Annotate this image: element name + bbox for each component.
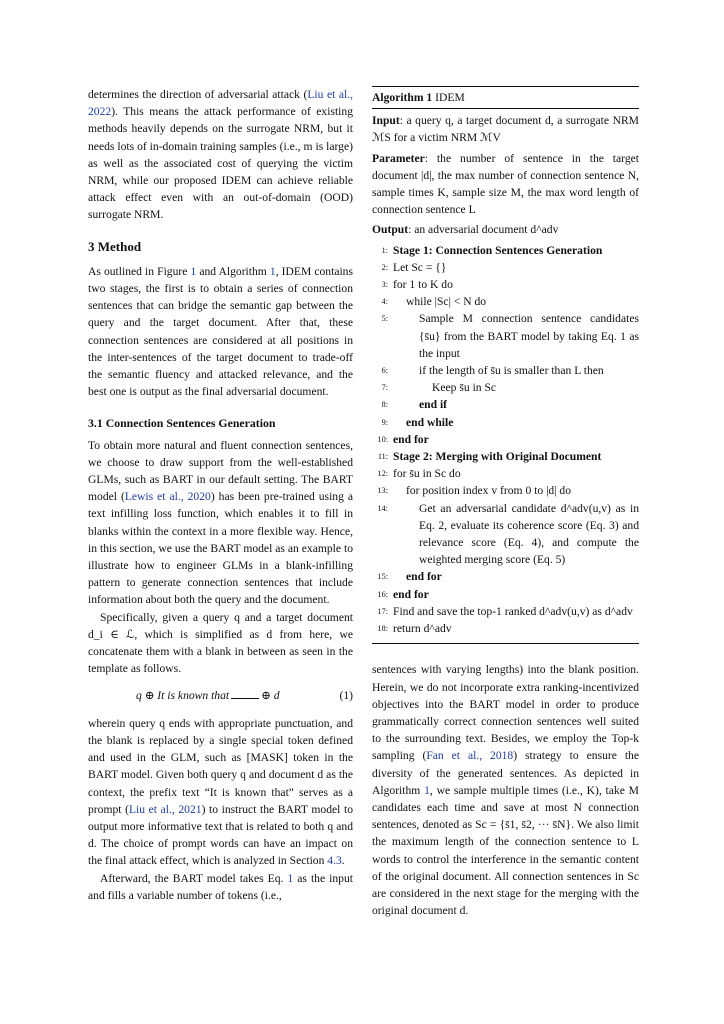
equation-left: q ⊕ It is known that: [136, 688, 230, 702]
line-text: end for: [393, 432, 429, 446]
input-text: : a query q, a target document d, a surrogate NRM ℳS for a victim NRM ℳV: [372, 114, 639, 145]
equation-1: [88, 687, 353, 704]
line-number: 4:: [381, 297, 388, 307]
parameter-label: Parameter: [372, 151, 425, 165]
output-label: Output: [372, 223, 409, 237]
algorithm-line: [372, 259, 639, 276]
algorithm-line: [372, 379, 639, 396]
citation-liu-2021[interactable]: Liu et al., 2021: [128, 802, 202, 816]
line-text: end if: [419, 398, 448, 412]
specifically-paragraph: Specifically, given a query q and a target document d_i ∈ ℒ, which is simplified as d from here, we concatenate them with a blank in between as seen in the template as follows.: [88, 610, 353, 676]
line-number: 13:: [377, 486, 388, 496]
equation-body: [136, 687, 280, 704]
algorithm-line: [372, 465, 639, 482]
line-number: 5:: [381, 314, 388, 324]
output-text: : an adversarial document d^adv: [408, 223, 559, 237]
line-number: 2:: [381, 262, 388, 272]
left-column: [88, 86, 353, 904]
right-column: [372, 86, 639, 919]
algorithm-line: [372, 293, 639, 310]
algorithm-line: [372, 586, 639, 603]
equation-right: ⊕ d: [261, 688, 280, 702]
line-number: 7:: [381, 383, 388, 393]
line-text: Keep s̄u in Sc: [432, 381, 497, 395]
algorithm-line: [372, 500, 639, 569]
line-text: end while: [406, 415, 454, 429]
method-text-a: As outlined in Figure: [88, 264, 191, 278]
line-number: 10:: [377, 434, 388, 444]
algorithm-label: Algorithm 1: [372, 91, 433, 104]
citation-lewis-2020[interactable]: Lewis et al., 2020: [124, 490, 211, 504]
right-text-a: sentences with varying lengths) into the blank position. Herein, we do not incorporate extra ranking-incentivized objectives into the BART model in order to produce grammatically correct connection sentences well suited to the surrounding text. Besides, we employ the Top-k sampling (: [372, 663, 639, 763]
algorithm-parameter: [372, 150, 639, 219]
method-text-c: , IDEM contains two stages, the first is to obtain a series of connection sentences that can bridge the semantic gap between the query and the target document. After that, these connection sentences are considered at all positions in the inter-sentences of the target document to trade-off the semantic fluency and attacked relevance, and the best one is output as the final adversarial document.: [88, 264, 353, 399]
line-number: 8:: [381, 400, 388, 410]
where-text-c: .: [341, 854, 345, 868]
algorithm-ref[interactable]: 1: [269, 264, 276, 278]
equation-number: (1): [339, 688, 353, 702]
afterward-paragraph: [88, 870, 353, 904]
line-number: 12:: [377, 469, 388, 479]
line-number: 17:: [377, 606, 388, 616]
wherein-paragraph: [88, 715, 353, 870]
line-number: 15:: [377, 572, 388, 582]
algorithm-output: [372, 221, 639, 238]
algorithm-line: [372, 396, 639, 413]
algorithm-line: [372, 310, 639, 362]
section-ref[interactable]: 4.3: [327, 854, 342, 868]
algorithm-line: [372, 482, 639, 499]
line-text: end for: [393, 587, 429, 601]
line-text: if the length of s̄u is smaller than L then: [419, 364, 604, 378]
algorithm-line: [372, 362, 639, 379]
algorithm-steps: [372, 242, 639, 638]
algorithm-input: [372, 112, 639, 146]
line-text: for s̄u in Sc do: [393, 467, 461, 481]
after-text-b: as the input and fills a variable number of tokens (i.e.,: [88, 871, 353, 902]
parameter-text: : the number of sentence in the target document |d|, the max number of connection sentence N, sample times K, sample size M, the max word length of connection sentence L: [372, 151, 639, 217]
right-text-b: ) strategy to ensure the diversity of the generated sentences. As depicted in Algorithm: [372, 749, 639, 797]
gen-text-a: To obtain more natural and fluent connection sentences, we choose to draw support from the well-established GLMs, such as BART in our default setting. The BART model (: [88, 438, 353, 504]
right-body-paragraph: [372, 661, 639, 919]
subsection-title: 3.1 Connection Sentences Generation: [88, 416, 276, 431]
algorithm-line: [372, 414, 639, 431]
algorithm-box: [372, 86, 639, 644]
line-text: Let Sc = {}: [393, 260, 447, 274]
algorithm-ref-2[interactable]: 1: [424, 783, 430, 797]
line-text: return d^adv: [393, 622, 452, 636]
algorithm-line: [372, 448, 639, 465]
line-text: for position index v from 0 to |d| do: [406, 484, 572, 498]
line-number: 11:: [377, 452, 388, 462]
input-label: Input: [372, 114, 400, 128]
intro-text: determines the direction of adversarial attack (: [88, 88, 308, 101]
algorithm-line: [372, 568, 639, 585]
line-text: Stage 2: Merging with Original Document: [393, 450, 602, 464]
line-text: Get an adversarial candidate d^adv(u,v) as in Eq. 2, evaluate its coherence score (Eq. 3) and relevance score (Eq. 4), and compute the weighted merging score (Eq. 5): [419, 501, 639, 567]
equation-ref[interactable]: 1: [287, 871, 294, 885]
equation-blank: [231, 689, 259, 699]
line-number: 9:: [381, 417, 388, 427]
line-number: 1:: [381, 245, 388, 255]
generation-paragraph: [88, 437, 353, 609]
citation-fan-2018[interactable]: Fan et al., 2018: [426, 749, 514, 763]
line-text: for 1 to K do: [393, 278, 453, 292]
line-text: Sample M connection sentence candidates {s̄u} from the BART model by taking Eq. 1 as the input: [419, 312, 639, 360]
method-text-b: and Algorithm: [196, 264, 270, 278]
line-text: Find and save the top-1 ranked d^adv(u,v) as d^adv: [393, 604, 633, 618]
algorithm-line: [372, 431, 639, 448]
line-number: 6:: [381, 366, 388, 376]
line-number: 14:: [377, 503, 388, 513]
line-number: 18:: [377, 624, 388, 634]
section-title: 3 Method: [88, 238, 142, 254]
intro-rest-text: ). This means the attack performance of existing methods heavily depends on the surrogate NRM, but it needs lots of in-domain training samples (i.e., m is large) as well as the associated cost of querying the victim NRM, while our proposed IDEM can achieve reliable attack effect even with an out-of-domain (OOD) surrogate NRM.: [88, 105, 353, 222]
where-text-a: wherein query q ends with appropriate punctuation, and the blank is replaced by a single special token defined and used in the GLM, such as [MASK] token in the BART model. Given both query q and document d as the context, the prefix text “It is known that” serves as a prompt (: [88, 716, 353, 816]
algorithm-line: [372, 603, 639, 620]
algorithm-line: [372, 276, 639, 293]
line-number: 3:: [381, 280, 388, 290]
algorithm-name: IDEM: [435, 91, 465, 104]
line-number: 16:: [377, 589, 388, 599]
after-text-a: Afterward, the BART model takes Eq.: [100, 871, 288, 885]
method-paragraph: [88, 263, 353, 401]
line-text: end for: [406, 570, 442, 584]
right-text-c: , we sample multiple times (i.e., K), take M candidates each time and save at most N connection sentences, denoted as Sc = {s̄1, s̄2, ··· s̄N}. We also limit the maximum length of the connection sentence to L words to control the interference in the semantic content of the original document. All connection sentences in Sc are considered in the next stage for the merging with the original document d.: [372, 783, 639, 918]
algorithm-line: [372, 620, 639, 637]
line-text: while |Sc| < N do: [406, 295, 487, 309]
algorithm-title: [372, 87, 639, 109]
gen-text-b: ) has been pre-trained using a text infilling loss function, which enables it to fill in blanks within the context in a more flexible way. Hence, in this section, we use the BART model as an example to illustrate how to engineer GLMs in a blank-infilling pattern to generate connection sentences that include information about both the query and the document.: [88, 490, 354, 607]
citation-liu-2022[interactable]: Liu et al., 2022: [88, 88, 353, 119]
figure-ref[interactable]: 1: [190, 264, 197, 278]
algorithm-line: [372, 242, 639, 259]
line-text: Stage 1: Connection Sentences Generation: [393, 243, 603, 257]
intro-paragraph: [88, 86, 353, 224]
where-text-b: ) to instruct the BART model to output more informative text that is related to both q and d. The choice of prompt words can have an impact on the final attack effect, which is analyzed in Section: [88, 802, 353, 868]
